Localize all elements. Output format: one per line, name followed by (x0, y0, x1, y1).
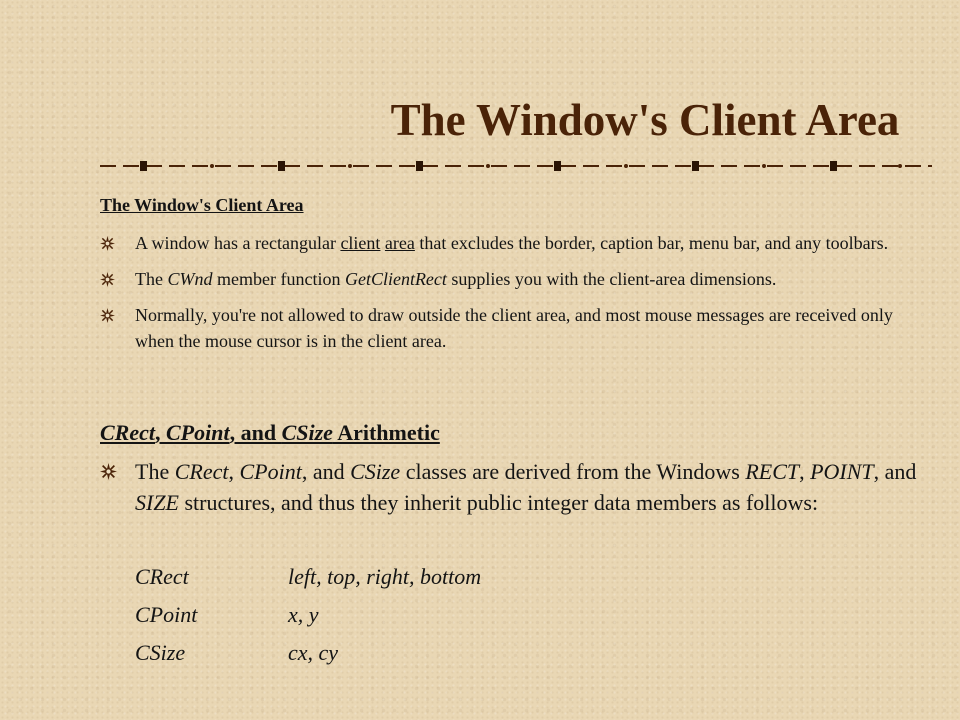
bullet-item: The CWnd member function GetClientRect supplies you with the client-area dimensions. (100, 266, 920, 292)
class-name: CSize (135, 640, 186, 665)
bullet-item: Normally, you're not allowed to draw outside the client area, and most mouse messages are received only when the mouse cursor is in the client area. (100, 302, 920, 354)
title-divider (100, 158, 932, 174)
fleuron-bullet-icon (100, 236, 115, 251)
member-row (135, 558, 481, 596)
member-fields: left, top, right, bottom (288, 564, 482, 589)
section-heading-client-area: The Window's Client Area (100, 195, 304, 215)
getclientrect-term: GetClientRect (344, 269, 447, 289)
fleuron-bullet-icon (100, 463, 117, 480)
class-name: CRect (135, 564, 189, 589)
slide-title: The Window's Client Area (390, 95, 900, 145)
member-row (135, 596, 481, 634)
fleuron-bullet-icon (100, 308, 115, 323)
client-term: client (340, 233, 381, 253)
class-name: CPoint (135, 602, 198, 627)
member-table (135, 558, 481, 672)
arithmetic-bullet-list (100, 456, 920, 518)
section-heading-arithmetic: CRect, CPoint, and CSize Arithmetic (100, 420, 440, 445)
area-term: area (384, 233, 415, 253)
bullet-item: A window has a rectangular client area that excludes the border, caption bar, menu bar, and any toolbars. (100, 230, 920, 256)
cwnd-term: CWnd (167, 269, 213, 289)
fleuron-bullet-icon (100, 272, 115, 287)
member-row (135, 634, 481, 672)
member-fields: x, y (288, 602, 319, 627)
bullet-item: The CRect, CPoint, and CSize classes are derived from the Windows RECT, POINT, and SIZE structures, and thus they inherit public integer data members as follows: (100, 456, 920, 518)
member-fields: cx, cy (288, 640, 339, 665)
client-area-bullet-list (100, 230, 920, 364)
